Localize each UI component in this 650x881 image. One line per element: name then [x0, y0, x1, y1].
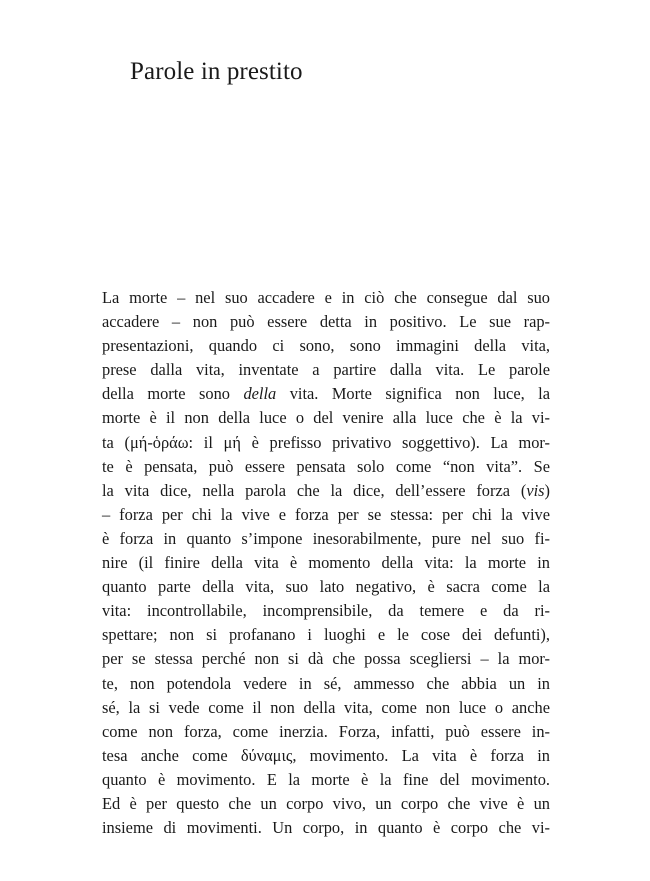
- body-text: [102, 286, 550, 840]
- text-line: – forza per chi la vive e forza per se stessa: per chi la vive: [102, 504, 550, 524]
- text-line: presentazioni, quando ci sono, sono immagini della vita,: [102, 336, 550, 356]
- text-line: per se stessa perché non si dà che possa scegliersi – la mor-: [102, 649, 550, 669]
- text-line: la vita dice, nella parola che la dice, dell’essere forza (vis): [102, 480, 550, 500]
- text-line: vita: incontrollabile, incomprensibile, da temere e da ri-: [102, 601, 550, 621]
- text-line: sé, la si vede come il non della vita, come non luce o anche: [102, 697, 550, 717]
- text-line: come non forza, come inerzia. Forza, infatti, può essere in-: [102, 721, 550, 741]
- text-line: ta (μή-ὁράω: il μή è prefisso privativo soggettivo). La mor-: [102, 432, 550, 452]
- text-line: quanto parte della vita, suo lato negativo, è sacra come la: [102, 577, 550, 597]
- text-line: insieme di movimenti. Un corpo, in quanto è corpo che vi-: [102, 818, 550, 838]
- text-line: è forza in quanto s’impone inesorabilmente, pure nel suo fi-: [102, 528, 550, 548]
- text-line: morte è il non della luce o del venire alla luce che è la vi-: [102, 408, 550, 428]
- italic-text: vis: [526, 480, 545, 500]
- text-line: te, non potendola vedere in sé, ammesso che abbia un in: [102, 673, 550, 693]
- text-line: La morte – nel suo accadere e in ciò che consegue dal suo: [102, 288, 550, 307]
- text-line: tesa anche come δύναμις, movimento. La vita è forza in: [102, 745, 550, 765]
- text-line: Ed è per questo che un corpo vivo, un corpo che vive è un: [102, 793, 550, 813]
- italic-text: della: [243, 384, 277, 404]
- text-line: prese dalla vita, inventate a partire dalla vita. Le parole: [102, 360, 550, 380]
- text-line: spettare; non si profanano i luoghi e le cose dei defunti),: [102, 625, 550, 645]
- text-line: accadere – non può essere detta in positivo. Le sue rap-: [102, 312, 550, 332]
- text-line: quanto è movimento. E la morte è la fine del movimento.: [102, 769, 550, 789]
- chapter-title: Parole in prestito: [130, 58, 303, 85]
- text-line: della morte sono della vita. Morte significa non luce, la: [102, 384, 551, 404]
- text-line: te è pensata, può essere pensata solo come “non vita”. Se: [102, 456, 550, 476]
- text-line: nire (il finire della vita è momento della vita: la morte in: [102, 553, 550, 573]
